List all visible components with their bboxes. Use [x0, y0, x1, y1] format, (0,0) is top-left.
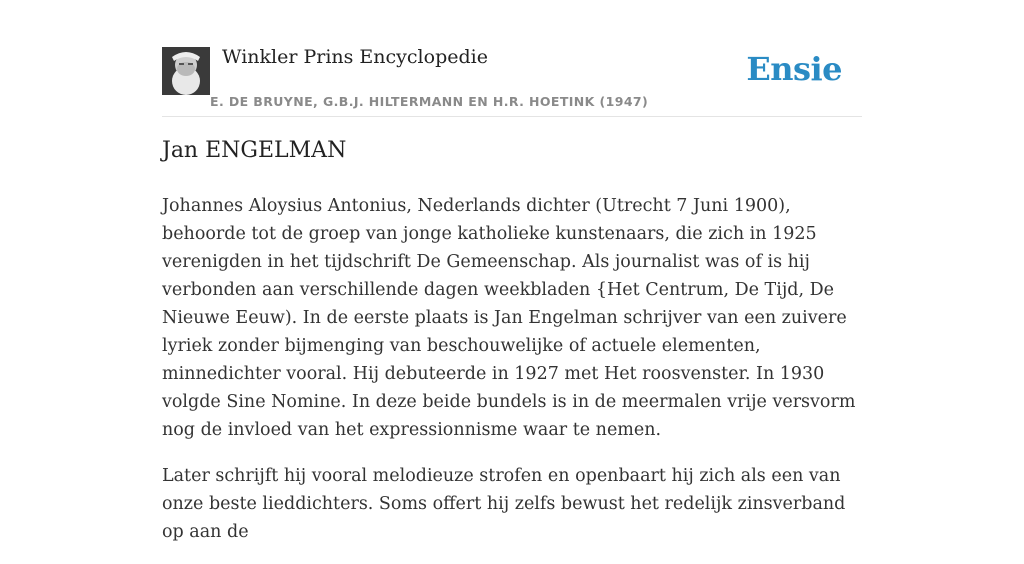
source-title[interactable]: Winkler Prins Encyclopedie — [222, 46, 488, 68]
source-avatar[interactable] — [162, 47, 210, 95]
bearded-man-portrait-icon — [162, 47, 210, 95]
article-title: Jan ENGELMAN — [162, 138, 347, 163]
source-authors: E. DE BRUYNE, G.B.J. HILTERMANN EN H.R. HOETINK (1947) — [210, 94, 649, 109]
article-paragraph: Later schrijft hij vooral melodieuze strofen en openbaart hij zich als een van onze beste lieddichters. Soms offert hij zelfs bewust het redelijk zinsverband op aan de — [162, 466, 846, 542]
source-header — [162, 40, 862, 117]
ensie-logo-link[interactable]: Ensie — [746, 50, 842, 88]
article-paragraph: Johannes Aloysius Antonius, Nederlands dichter (Utrecht 7 Juni 1900), behoorde tot de groep van jonge katholieke kunstenaars, die zich in 1925 verenigden in het tijdschrift De Gemeenschap. Als journalist was of is hij verbonden aan verschillende dagen weekbladen {Het Centrum, De Tijd, De Nieuwe Eeuw). In de eerste plaats is Jan Engelman schrijver van een zuivere lyriek zonder bijmenging van beschouwelijke of actuele elementen, minnedichter vooral. Hij debuteerde in 1927 met Het roosvenster. In 1930 volgde Sine Nomine. In deze beide bundels is in de meermalen vrije versvorm nog de invloed van het expressionnisme waar te nemen. — [162, 196, 856, 440]
article-body — [162, 192, 862, 564]
